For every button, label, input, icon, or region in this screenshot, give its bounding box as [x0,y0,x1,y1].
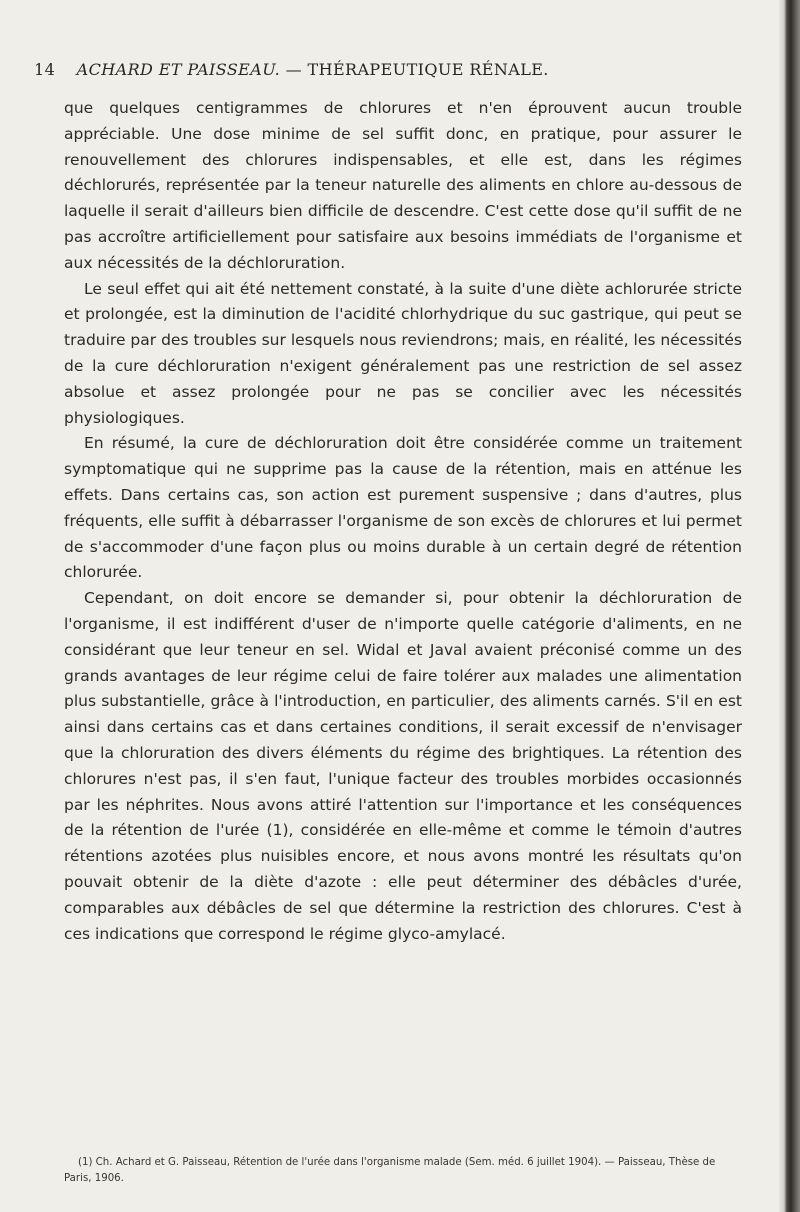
running-header-authors: ACHARD ET PAISSEAU. [76,60,281,79]
paragraph-seul-effet: Le seul effet qui ait été nettement constaté, à la suite d'une diète achlorurée stricte et prolongée, est la diminution de l'acidité chlorhydrique du suc gastrique, qui peut se traduire par des troubles sur lesquels nous reviendrons; mais, en réalité, les nécessités de la cure déchloruration n'exigent généralement pas une restriction de sel assez absolue et assez prolongée pour ne pas se concilier avec les nécessités physiologiques. [64,279,742,427]
footnote-text: (1) Ch. Achard et G. Paisseau, Rétention de l'urée dans l'organisme malade (Sem. méd. 6 juillet 1904). — Paisseau, Thèse de Paris, 1906. [64,1157,716,1184]
book-page-edge [778,0,800,1212]
paragraph-cependant: Cependant, on doit encore se demander si, pour obtenir la déchloruration de l'organisme, il est indifférent d'user de n'importe quelle catégorie d'aliments, en ne considérant que leur teneur en sel. Widal et Javal avaient préconisé comme un des grands avantages de leur régime celui de faire tolérer aux malades une alimentation plus substantielle, grâce à l'introduction, en particulier, des aliments carnés. S'il en est ainsi dans certains cas et dans certaines conditions, il serait excessif de n'envisager que la chloruration des divers éléments du régime des brightiques. La rétention des chlorures n'est pas, il s'en faut, l'unique facteur des troubles morbides occasionnés par les néphrites. Nous avons attiré l'attention sur l'importance et les conséquences de la rétention de l'urée (1), considérée en elle-même et comme le témoin d'autres rétentions azotées plus nuisibles encore, et nous avons montré les résultats qu'on pouvait obtenir de la diète d'azote : elle peut déterminer des débâcles d'urée, comparables aux débâcles de sel que détermine la restriction des chlorures. C'est à ces indications que correspond le régime glyco-amylacé. [64,589,742,943]
body-text [64,96,742,947]
paragraph-continuation: que quelques centigrammes de chlorures et n'en éprouvent aucun trouble appréciable. Une dose minime de sel suffit donc, en pratique, pour assurer le renouvellement des chlorures indispensables, et elle est, dans les régimes déchlorurés, représentée par la teneur naturelle des aliments en chlore au-dessous de laquelle il serait d'ailleurs bien difficile de descendre. C'est cette dose qu'il suffit de ne pas accroître artificiellement pour satisfaire aux besoins immédiats de l'organisme et aux nécessités de la déchloruration. [64,99,742,272]
paragraph-en-resume: En résumé, la cure de déchloruration doit être considérée comme un traitement symptomatique qui ne supprime pas la cause de la rétention, mais en atténue les effets. Dans certains cas, son action est purement suspensive ; dans d'autres, plus fréquents, elle suffit à débarrasser l'organisme de son excès de chlorures et lui permet de s'accommoder d'une façon plus ou moins durable à un certain degré de rétention chlorurée. [64,434,742,582]
running-header [34,60,754,79]
running-header-separator: — [285,60,303,79]
running-header-title: THÉRAPEUTIQUE RÉNALE. [307,60,549,79]
footnote [64,1155,742,1187]
page-number: 14 [34,60,56,79]
